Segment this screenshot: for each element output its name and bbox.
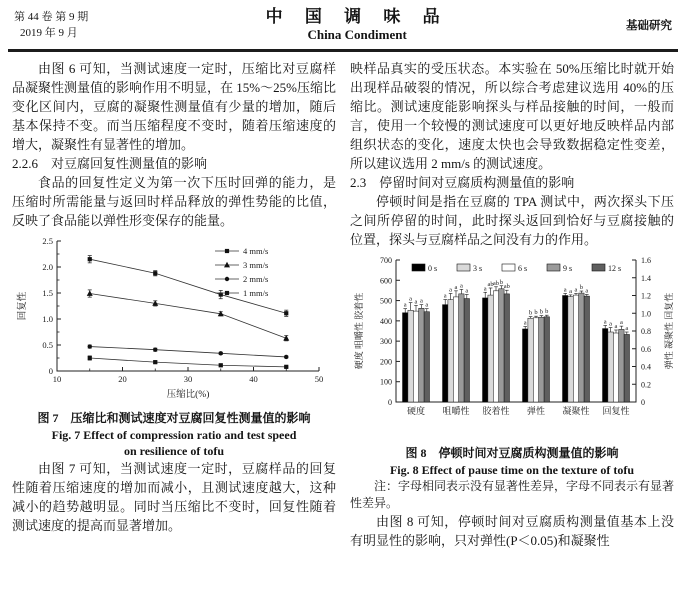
svg-text:b: b bbox=[579, 284, 584, 292]
svg-text:ab: ab bbox=[503, 283, 510, 291]
svg-text:6 s: 6 s bbox=[518, 264, 528, 273]
svg-text:12 s: 12 s bbox=[608, 264, 622, 273]
svg-text:a: a bbox=[459, 282, 463, 290]
figure-7-caption-en: Fig. 7 Effect of compression ratio and test speed bbox=[51, 428, 297, 442]
paragraph: 由图 7 可知，当测试速度一定时，豆腐样品的回复性随着压缩速度的增加而减小，且测试速度越大，这种减小的趋势越明显。同时当压缩比不变时，回复性随着测试速度的提高而显著增加。 bbox=[12, 461, 336, 533]
svg-text:a: a bbox=[483, 285, 487, 293]
section-label: 基础研究 bbox=[626, 20, 672, 32]
svg-text:a: a bbox=[609, 320, 613, 328]
svg-text:a: a bbox=[419, 297, 423, 305]
svg-text:0.4: 0.4 bbox=[641, 362, 651, 372]
svg-text:0.2: 0.2 bbox=[641, 380, 651, 390]
svg-text:0: 0 bbox=[641, 398, 645, 407]
two-column-body bbox=[0, 59, 686, 550]
figure-8-caption bbox=[350, 444, 674, 478]
svg-text:0.6: 0.6 bbox=[641, 344, 651, 354]
svg-text:a: a bbox=[465, 287, 469, 295]
fig8-bar-chart bbox=[350, 252, 684, 444]
svg-text:回复性: 回复性 bbox=[18, 291, 28, 321]
svg-text:50: 50 bbox=[314, 374, 324, 384]
svg-text:弹性: 弹性 bbox=[526, 406, 546, 416]
svg-text:a: a bbox=[414, 298, 418, 306]
svg-text:500: 500 bbox=[380, 296, 392, 306]
figure-8-caption-en: Fig. 8 Effect of pause time on the texture of tofu bbox=[389, 463, 635, 477]
figure-8-caption-cn: 图 8 停顿时间对豆腐质构测量值的影响 bbox=[405, 446, 619, 460]
svg-text:b: b bbox=[528, 309, 533, 317]
svg-text:a: a bbox=[443, 292, 447, 300]
svg-text:a: a bbox=[619, 319, 623, 327]
svg-text:1.4: 1.4 bbox=[641, 273, 651, 283]
svg-text:2.5: 2.5 bbox=[42, 236, 53, 246]
svg-text:ab: ab bbox=[487, 280, 494, 288]
svg-text:9 s: 9 s bbox=[563, 264, 573, 273]
svg-text:硬度 咀嚼性 胶着性: 硬度 咀嚼性 胶着性 bbox=[354, 292, 364, 370]
svg-text:a: a bbox=[449, 286, 453, 294]
journal-title-cn: 中 国 调 味 品 bbox=[265, 7, 449, 26]
right-column bbox=[350, 59, 674, 550]
svg-text:压缩比(%): 压缩比(%) bbox=[166, 390, 210, 400]
figure-7-caption-cn: 图 7 压缩比和测试速度对豆腐回复性测量值的影响 bbox=[37, 411, 311, 425]
svg-text:300: 300 bbox=[380, 337, 392, 347]
svg-text:1.6: 1.6 bbox=[641, 256, 651, 265]
svg-text:a: a bbox=[574, 286, 578, 294]
figure-8-note: 注：字母相同表示没有显著性差异，字母不同表示有显著性差异。 bbox=[350, 479, 675, 510]
svg-text:回复性: 回复性 bbox=[602, 406, 630, 416]
svg-text:10: 10 bbox=[52, 374, 62, 384]
paragraph: 食品的回复性定义为第一次下压时回弹的能力，是压缩时所需能量与返回时样品释放的弹性势能的比值，反映了食品能以弹性形变保存的能量。 bbox=[12, 175, 336, 228]
svg-text:咀嚼性: 咀嚼性 bbox=[442, 406, 470, 416]
svg-text:0.8: 0.8 bbox=[641, 327, 651, 336]
svg-text:400: 400 bbox=[380, 316, 392, 326]
svg-text:a: a bbox=[425, 301, 429, 309]
svg-text:凝聚性: 凝聚性 bbox=[562, 406, 590, 416]
svg-text:a: a bbox=[603, 318, 607, 326]
svg-text:20: 20 bbox=[118, 374, 127, 384]
svg-text:1.0: 1.0 bbox=[42, 314, 53, 324]
figure-7-caption-en2: on resilience of tofu bbox=[123, 444, 225, 458]
svg-text:700: 700 bbox=[380, 256, 392, 265]
svg-text:0.5: 0.5 bbox=[42, 340, 53, 350]
header-rule bbox=[8, 49, 678, 52]
svg-text:b: b bbox=[539, 308, 544, 316]
svg-text:1.2: 1.2 bbox=[641, 291, 651, 301]
svg-text:a: a bbox=[563, 286, 567, 294]
figure-7-caption bbox=[12, 409, 336, 459]
svg-text:a: a bbox=[409, 295, 413, 303]
svg-text:弹性 凝聚性 回复性: 弹性 凝聚性 回复性 bbox=[664, 292, 674, 370]
svg-text:0: 0 bbox=[388, 398, 392, 407]
svg-text:3 mm/s: 3 mm/s bbox=[243, 260, 269, 270]
svg-text:0 s: 0 s bbox=[428, 264, 438, 273]
svg-text:b: b bbox=[534, 309, 538, 317]
paragraph: 停顿时间是指在豆腐的 TPA 测试中，两次探头下压之间所停留的时间，此时探头返回到恰好与豆腐接触的位置，探头与豆腐样品之间没有力的作用。 bbox=[350, 194, 674, 247]
svg-text:a: a bbox=[614, 322, 618, 330]
svg-text:a: a bbox=[403, 301, 407, 309]
issue-info bbox=[14, 9, 88, 41]
svg-text:0: 0 bbox=[48, 366, 53, 376]
svg-text:600: 600 bbox=[380, 276, 392, 286]
section-heading-2-3: 2.3 停留时间对豆腐质构测量值的影响 bbox=[350, 175, 575, 190]
fig7-line-chart bbox=[13, 233, 335, 409]
svg-text:胶着性: 胶着性 bbox=[482, 406, 510, 416]
svg-text:b: b bbox=[545, 308, 549, 316]
svg-text:a: a bbox=[585, 287, 589, 295]
paragraph: 由图 6 可知，当测试速度一定时，压缩比对豆腐样品凝聚性测量值的影响作用不明显，在 15%～25%压缩比变化区间内，豆腐的凝聚性测量值有少量的增加，随后基本保持不变。而当压缩程度不变时，随着压缩速度的增大，凝聚性有显著性的增加。 bbox=[12, 61, 336, 152]
svg-text:3 s: 3 s bbox=[473, 264, 483, 273]
svg-text:硬度: 硬度 bbox=[406, 406, 426, 416]
svg-text:100: 100 bbox=[380, 377, 392, 387]
issue-date: 2019 年 9 月 bbox=[20, 27, 78, 39]
svg-text:30: 30 bbox=[183, 374, 193, 384]
issue-volume: 第 44 卷 第 9 期 bbox=[14, 11, 89, 23]
journal-title-en: China Condiment bbox=[307, 27, 407, 42]
paragraph: 由图 8 可知，停顿时间对豆腐质构测量值基本上没有明显性的影响，只对弹性(P＜0.05)和凝聚性 bbox=[350, 514, 674, 548]
figure-7 bbox=[12, 233, 336, 459]
figure-8 bbox=[350, 252, 674, 478]
svg-text:2 mm/s: 2 mm/s bbox=[243, 274, 269, 284]
svg-text:4 mm/s: 4 mm/s bbox=[243, 246, 269, 256]
svg-text:200: 200 bbox=[380, 357, 392, 367]
svg-text:ab: ab bbox=[492, 279, 500, 287]
journal-title bbox=[88, 7, 626, 43]
section-heading-2-2-6: 2.2.6 对豆腐回复性测量值的影响 bbox=[12, 156, 208, 171]
svg-text:a: a bbox=[523, 319, 527, 327]
svg-text:1.0: 1.0 bbox=[641, 309, 651, 319]
page-header bbox=[0, 0, 686, 46]
svg-text:b: b bbox=[499, 278, 504, 286]
left-column bbox=[12, 59, 336, 550]
paragraph: 映样品真实的受压状态。本实验在 50%压缩比时就开始出现样品破裂的情况，所以综合考虑建议选用 40%的压缩比。测试速度能影响探头与样品接触的时间，一般而言，使用一个较慢的测试速度可以更好地反映样品内部组织状态的变化，速度太快也会导致数据稳定性变差，所以建议选用 2 mm/s 的测试速度。 bbox=[350, 61, 674, 171]
svg-text:1.5: 1.5 bbox=[42, 288, 53, 298]
svg-text:40: 40 bbox=[249, 374, 258, 384]
svg-text:a: a bbox=[569, 287, 573, 295]
svg-text:a: a bbox=[625, 325, 629, 333]
svg-text:a: a bbox=[454, 283, 458, 291]
svg-text:2.0: 2.0 bbox=[42, 262, 53, 272]
svg-text:1 mm/s: 1 mm/s bbox=[243, 288, 269, 298]
